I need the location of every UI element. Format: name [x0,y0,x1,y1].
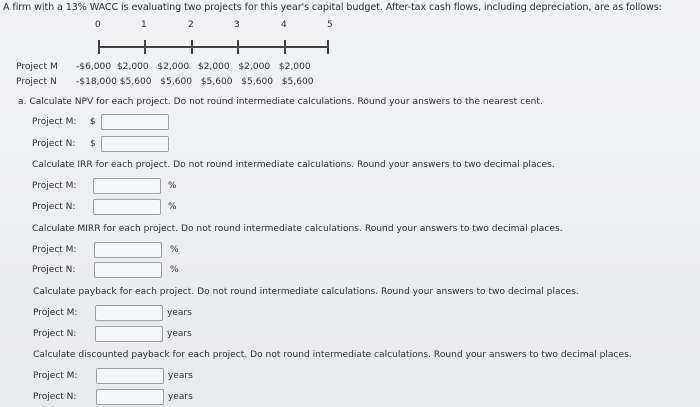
cashflow-timeline [95,20,335,60]
npv-project-m-label: Project M: [32,117,77,127]
timeline-tick [98,40,100,54]
project-m-cashflows [16,62,311,72]
npv-question: a. Calculate NPV for each project. Do not round intermediate calculations. Round your answers to the nearest cent. [18,97,543,107]
timeline-tick [144,40,146,54]
mirr-question: Calculate MIRR for each project. Do not round intermediate calculations. Round your answers to two decimal places. [32,224,563,234]
mirr-project-m-label: Project M: [32,245,77,255]
payback-project-m-input[interactable] [95,305,163,321]
timeline-period-5: 5 [327,20,333,30]
payback-question: Calculate payback for each project. Do not round intermediate calculations. Round your answers to two decimal places. [33,287,579,297]
irr-project-m-input[interactable] [93,178,161,194]
mirr-project-m-input[interactable] [94,242,162,258]
project-m-values: -$6,000 $2,000 $2,000 $2,000 $2,000 $2,000 [76,62,311,72]
mirr-n-percent: % [170,265,179,275]
project-n-values: -$18,000 $5,600 $5,600 $5,600 $5,600 $5,600 [76,77,314,87]
timeline-axis [99,46,327,48]
irr-n-percent: % [168,202,177,212]
timeline-tick [327,40,329,54]
discounted-payback-n-years: years [168,392,193,402]
payback-project-m-label: Project M: [33,308,78,318]
irr-project-m-label: Project M: [32,181,77,191]
npv-n-dollar-sign: $ [90,139,96,149]
npv-m-dollar-sign: $ [90,117,96,127]
project-m-label: Project M [16,62,58,72]
payback-project-n-input[interactable] [95,326,163,342]
payback-project-n-label: Project N: [33,329,77,339]
irr-question: Calculate IRR for each project. Do not round intermediate calculations. Round your answers to two decimal places. [32,160,555,170]
discounted-payback-project-n-label: Project N: [33,392,77,402]
timeline-period-0: 0 [95,20,101,30]
mirr-project-n-label: Project N: [32,265,76,275]
discounted-payback-project-n-input[interactable] [96,389,164,405]
timeline-tick [237,40,239,54]
discounted-payback-m-years: years [168,371,193,381]
project-n-label: Project N [16,77,57,87]
timeline-period-1: 1 [141,20,147,30]
discounted-payback-project-m-label: Project M: [33,371,78,381]
discounted-payback-project-m-input[interactable] [96,368,164,384]
problem-intro: A firm with a 13% WACC is evaluating two projects for this year's capital budget. After-tax cash flows, including depreciation, are as follows: [3,2,662,13]
npv-project-m-input[interactable] [101,114,169,130]
mirr-m-percent: % [170,245,179,255]
mirr-project-n-input[interactable] [94,262,162,278]
irr-project-n-input[interactable] [93,199,161,215]
payback-n-years: years [167,329,192,339]
timeline-period-4: 4 [281,20,287,30]
npv-project-n-input[interactable] [101,136,169,152]
discounted-payback-question: Calculate discounted payback for each project. Do not round intermediate calculations. Round your answers to two decimal places. [33,350,632,360]
irr-project-n-label: Project N: [32,202,76,212]
project-n-cashflows [16,77,314,87]
timeline-tick [284,40,286,54]
timeline-tick [191,40,193,54]
npv-project-n-label: Project N: [32,139,76,149]
timeline-period-2: 2 [188,20,194,30]
payback-m-years: years [167,308,192,318]
timeline-period-3: 3 [234,20,240,30]
irr-m-percent: % [168,181,177,191]
